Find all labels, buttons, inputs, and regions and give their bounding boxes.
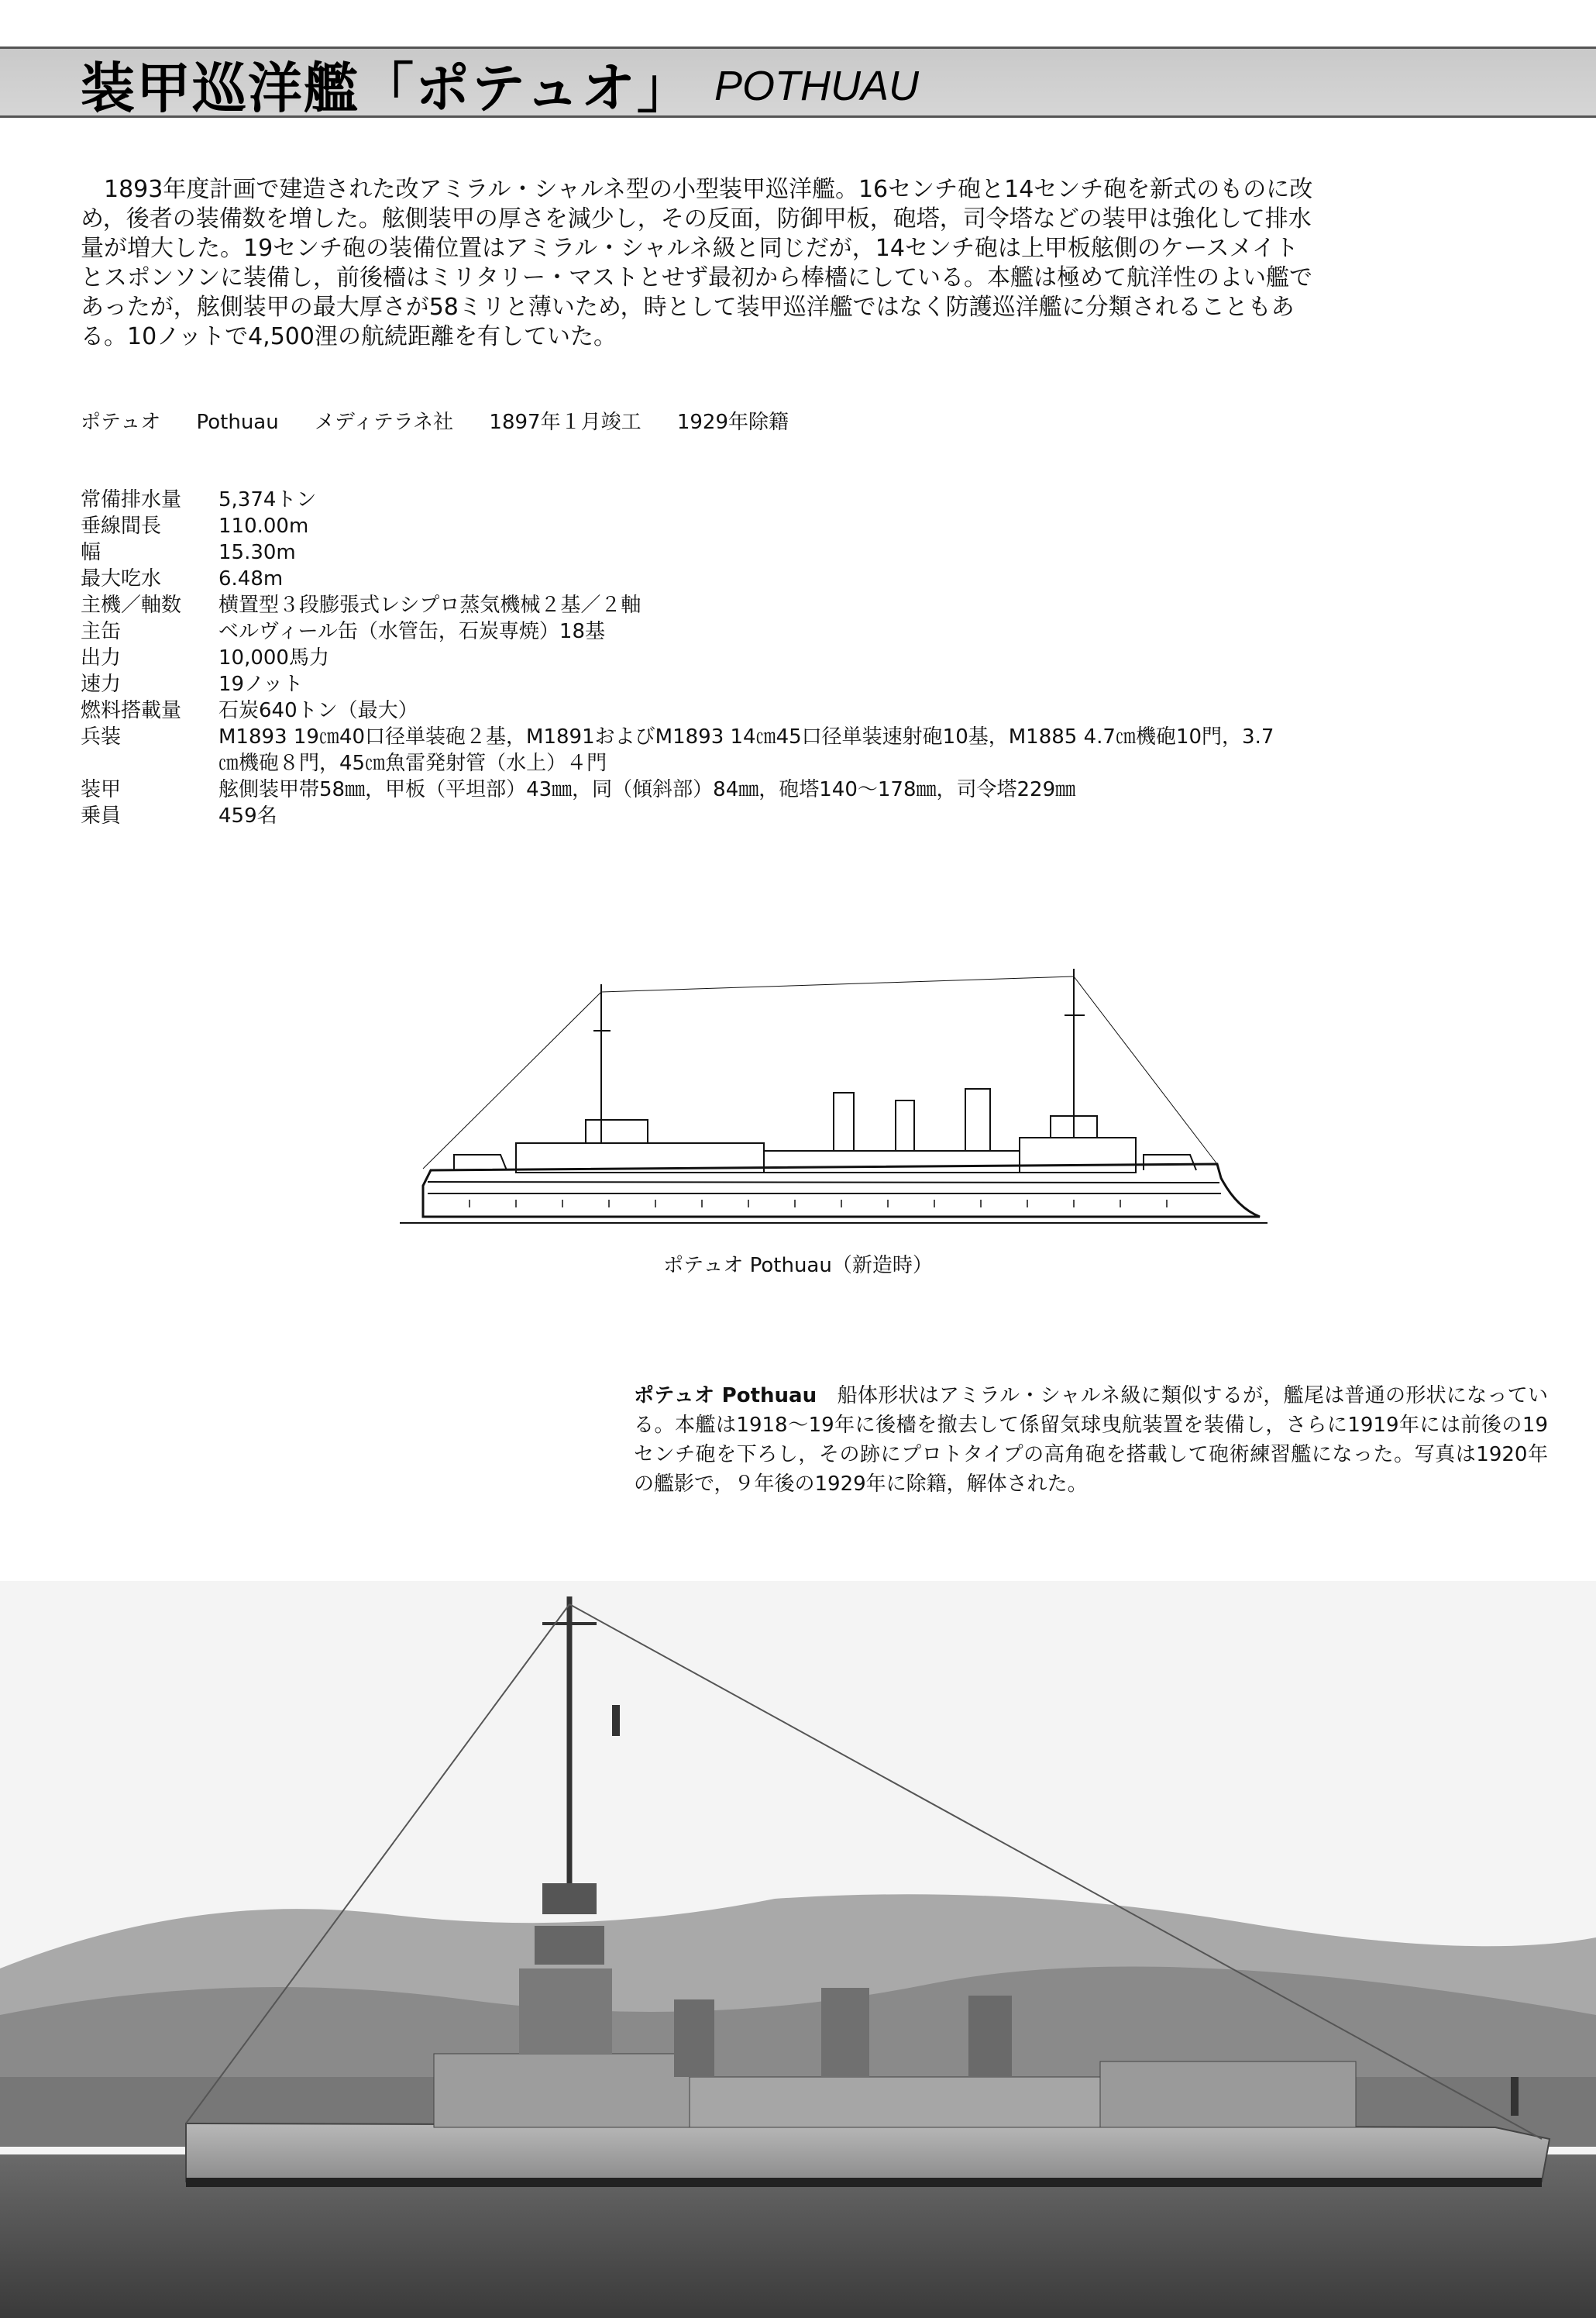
page-title: 装甲巡洋艦「ポテュオ」 xyxy=(81,57,693,120)
spec-row xyxy=(81,618,1289,645)
spec-label: 垂線間長 xyxy=(81,515,162,538)
spec-label: 速力 xyxy=(81,673,122,696)
ship-name-en: Pothuau xyxy=(196,411,279,434)
spec-value: M1893 19㎝40口径単装砲２基，M1891およびM1893 14㎝45口径単装速射砲10基，M1885 4.7㎝機砲10門，3.7㎝機砲８門，45㎝魚雷発射管（水上）４門 xyxy=(218,725,1274,775)
spec-row xyxy=(81,592,1289,618)
spec-label: 装甲 xyxy=(81,778,122,801)
spec-row xyxy=(81,539,1289,566)
spec-value: ベルヴィール缶（水管缶，石炭専焼）18基 xyxy=(218,620,606,643)
spec-row xyxy=(81,645,1289,671)
ship-builder: メディテラネ社 xyxy=(315,411,454,434)
spec-label: 燃料搭載量 xyxy=(81,699,182,722)
spec-label: 主機／軸数 xyxy=(81,594,182,617)
spec-row xyxy=(81,671,1289,697)
spec-value: 110.00m xyxy=(218,515,309,538)
spec-value: 石炭640トン（最大） xyxy=(218,699,418,722)
spec-value: 舷側装甲帯58㎜，甲板（平坦部）43㎜，同（傾斜部）84㎜，砲塔140〜178㎜，司令塔229㎜ xyxy=(218,778,1076,801)
spec-row xyxy=(81,724,1289,777)
spec-label: 主缶 xyxy=(81,620,122,643)
spec-label: 兵装 xyxy=(81,725,122,749)
spec-value: 459名 xyxy=(218,804,277,828)
ship-summary-line xyxy=(81,406,818,435)
spec-label: 乗員 xyxy=(81,804,122,828)
drawing-caption: ポテュオ Pothuau（新造時） xyxy=(663,1254,933,1277)
ship-photograph xyxy=(0,1581,1596,2318)
ship-profile-drawing xyxy=(400,961,1268,1240)
spec-row xyxy=(81,777,1289,803)
photo-caption-name: ポテュオ Pothuau xyxy=(634,1384,817,1407)
spec-row xyxy=(81,513,1289,539)
spec-row xyxy=(81,803,1289,829)
spec-value: 10,000馬力 xyxy=(218,646,329,670)
spec-row xyxy=(81,697,1289,724)
ship-name-jp: ポテュオ xyxy=(81,411,161,434)
spec-row xyxy=(81,487,1289,513)
spec-value: 19ノット xyxy=(218,673,304,696)
spec-value: 5,374トン xyxy=(218,488,317,511)
spec-label: 幅 xyxy=(81,541,101,564)
page-title-english: POTHUAU xyxy=(714,63,920,109)
spec-value: 横置型３段膨張式レシプロ蒸気機械２基／２軸 xyxy=(218,594,641,617)
spec-row xyxy=(81,566,1289,592)
spec-table xyxy=(81,487,1289,829)
photo-caption-text: 船体形状はアミラル・シャルネ級に類似するが，艦尾は普通の形状になっている。本艦は1918〜19年に後檣を撤去して係留気球曳航装置を装備し，さらに1919年には前後の19センチ砲を下ろし，その跡にプロトタイプの高角砲を搭載して砲術練習艦になった。写真は1920年の艦影で，９年後の1929年に除籍，解体された。 xyxy=(634,1384,1548,1496)
spec-label: 出力 xyxy=(81,646,122,670)
photo-caption xyxy=(634,1381,1548,1499)
spec-value: 6.48m xyxy=(218,567,284,591)
intro-paragraph: 1893年度計画で建造された改アミラル・シャルネ型の小型装甲巡洋艦。16センチ砲と14センチ砲を新式のものに改め，後者の装備数を増した。舷側装甲の厚さを減少し，その反面，防御甲板，砲塔，司令塔などの装甲は強化して排水量が増大した。19センチ砲の装備位置はアミラル・シャルネ級と同じだが，14センチ砲は上甲板舷側のケースメイトとスポンソンに装備し，前後檣はミリタリー・マストとせず最初から棒檣にしている。本艦は極めて航洋性のよい艦であったが，舷側装甲の最大厚さが58ミリと薄いため，時として装甲巡洋艦ではなく防護巡洋艦に分類されることもある。10ノットで4,500浬の航続距離を有していた。 xyxy=(81,176,1313,350)
ship-stricken: 1929年除籍 xyxy=(676,411,789,434)
spec-value: 15.30m xyxy=(218,541,296,564)
ship-completed: 1897年１月竣工 xyxy=(489,411,641,434)
spec-label: 最大吃水 xyxy=(81,567,162,591)
spec-label: 常備排水量 xyxy=(81,488,182,511)
